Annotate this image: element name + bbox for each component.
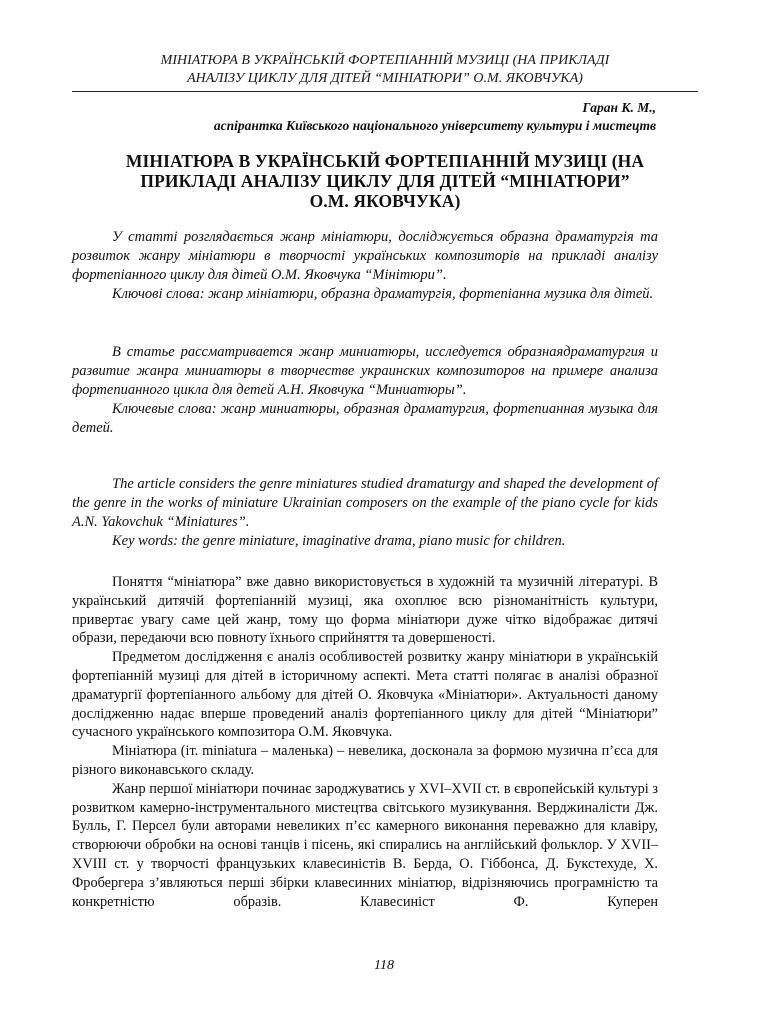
abstract-english — [72, 475, 658, 551]
body-paragraph: Предметом дослідження є аналіз особливостей розвитку жанру мініатюри в українській фортепіанній музиці для дітей в історичному аспекті. Мета статті полягає в аналізі образної драматургії фортепіанного альбому для дітей О. Яковчука «Мініатюри». Актуальності даному дослідженню надає вперше проведений аналіз фортепіанного циклу для дітей “Мініатюри” сучасного українського композитора О.М. Яковчука. — [72, 649, 658, 741]
abstract-keywords: Ключові слова: жанр мініатюри, образна драматургія, фортепіанна музика для дітей. — [112, 286, 654, 302]
page-number: 118 — [374, 958, 394, 973]
body-paragraph: Жанр першої мініатюри починає зароджуватись у XVI–XVII ст. в європейській культурі з розвитком камерно-інструментального мистецтва світського музикування. Верджиналісти Дж. Булль, Г. Персел були авторами невеликих п’єс камерного виконання переважно для клавіру, створюючи обробки на основі танців і пісень, які спирались на англійський фольклор. У XVII–XVIII ст. у творчості французьких клавесиністів В. Берда, О. Гіббонса, Д. Букстехуде, Х. Фробергера з’являються перші збірки клавесинних мініатюр, відрізняючись програмністю та конкретністю образів. Клавесиніст Ф. Куперен — [72, 780, 658, 910]
abstract-russian — [72, 343, 658, 438]
running-header — [72, 52, 698, 88]
abstract-keywords: Key words: the genre miniature, imaginative drama, piano music for children. — [112, 533, 566, 549]
article-body — [72, 573, 658, 911]
author-affiliation: аспірантка Київського національного університету культури і мистецтв — [213, 118, 656, 133]
running-header-line-1: МІНІАТЮРА В УКРАЇНСЬКІЙ ФОРТЕПІАННІЙ МУЗИЦІ (НА ПРИКЛАДІ — [160, 53, 610, 68]
abstract-text: The article considers the genre miniatures studied dramaturgy and shaped the development of the genre in the works of miniature Ukrainian composers on the example of the piano cycle for kids A.N. Yakovchuk “Miniatures”. — [72, 476, 658, 530]
article-title-line-2: ПРИКЛАДІ АНАЛІЗУ ЦИКЛУ ДЛЯ ДІТЕЙ “МІНІАТЮРИ” — [140, 171, 630, 191]
author-name: Гаран К. М., — [582, 100, 656, 115]
abstract-text: В статье рассматривается жанр миниатюры, исследуется образнаядраматургия и развитие жанра миниатюры в творчестве украинских композиторов на примере анализа фортепианного цикла для детей А.Н. Яковчука “Миниатюры”. — [72, 344, 658, 398]
article-title-line-1: МІНІАТЮРА В УКРАЇНСЬКІЙ ФОРТЕПІАННІЙ МУЗИЦІ (НА — [125, 151, 645, 171]
abstract-keywords: Ключевые слова: жанр миниатюры, образная драматургия, фортепианная музыка для детей. — [72, 401, 658, 436]
abstract-text: У статті розглядається жанр мініатюри, досліджується образна драматургія та розвиток жанру мініатюри в творчості українських композиторів на прикладі аналізу фортепіанного циклу для дітей О.М. Яковчука “Мінітюри”. — [72, 229, 658, 283]
article-title — [72, 151, 698, 211]
body-paragraph: Мініатюра (іт. miniatura – маленька) – невелика, досконала за формою музична п’єса для різного виконавського складу. — [72, 743, 658, 778]
body-paragraph: Поняття “мініатюра” вже давно використовується в художній та музичній літературі. В український дитячій фортепіанній музиці, яка охоплює всю різноманітність культури, привертає увагу саме цей жанр, тому що форма мініатюри дуже чітко відображає дитячі образи, передаючи всю повноту їхнього сприйняття та довершеності. — [72, 574, 658, 647]
abstract-ukrainian — [72, 228, 658, 304]
running-header-line-2: АНАЛІЗУ ЦИКЛУ ДЛЯ ДІТЕЙ “МІНІАТЮРИ” О.М. ЯКОВЧУКА) — [187, 71, 583, 86]
article-title-line-3: О.М. ЯКОВЧУКА) — [309, 191, 461, 211]
header-divider — [72, 91, 698, 92]
